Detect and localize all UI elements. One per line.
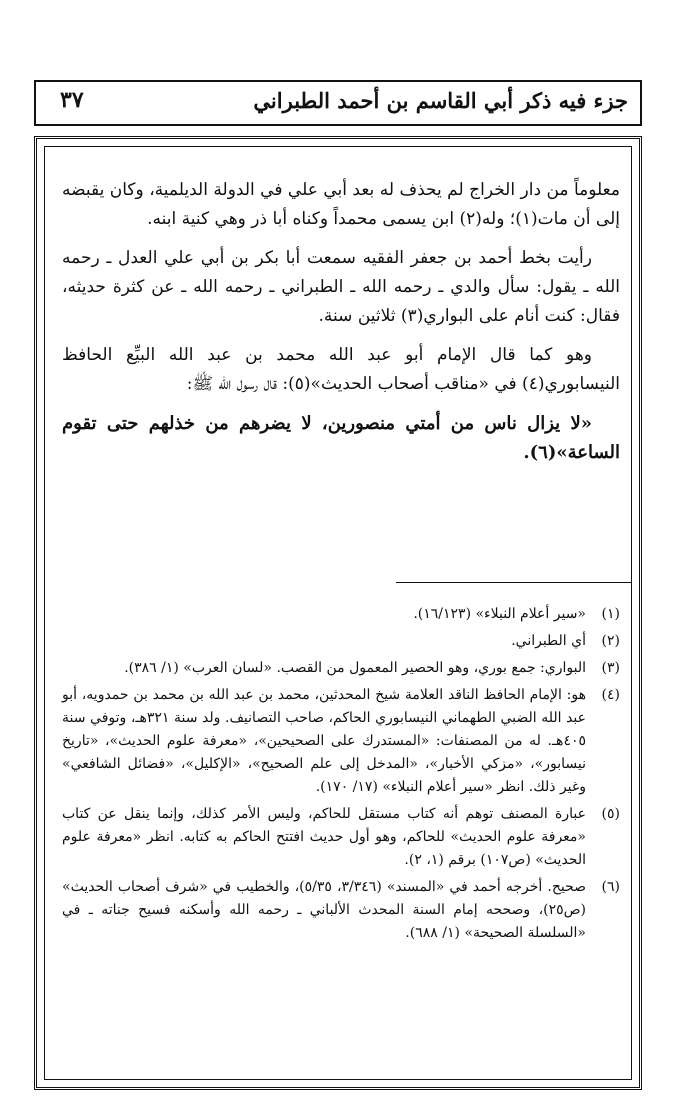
footnote [62, 630, 620, 653]
footnote-number: (١) [601, 606, 620, 622]
footnote [62, 684, 620, 799]
footnote-text: البواري: جمع بوري، وهو الحصير المعمول من القصب. «لسان العرب» (١/ ٣٨٦). [124, 660, 586, 676]
footnote-number: (٢) [601, 633, 620, 649]
page-number: ٣٧ [60, 87, 84, 113]
hadith-text: «لا يزال ناس من أمتي منصورين، لا يضرهم من خذلهم حتى تقوم الساعة»(٦). [62, 413, 620, 463]
footnote-number: (٤) [601, 687, 620, 703]
footnote-number: (٥) [601, 806, 620, 822]
footnote [62, 876, 620, 945]
footnote [62, 603, 620, 626]
paragraph-1: معلوماً من دار الخراج لم يحذف له بعد أبي علي في الدولة الديلمية، وكان يقبضه إلى أن مات(١)؛ وله(٢) ابن يسمى محمداً وكناه أبا ذر وهي كنية ابنه. [62, 180, 620, 229]
footnote-text: صحيح. أخرجه أحمد في «المسند» (٣/٣٤٦، ٥/٣٥)، والخطيب في «شرف أصحاب الحديث» (ص٢٥)، وصححه إمام السنة المحدث الألباني ـ رحمه الله وأسكنه فسيح جناته ـ في «السلسلة الصحيحة» (١/ ٦٨٨). [62, 879, 587, 941]
footnote [62, 657, 620, 680]
footnote [62, 803, 620, 872]
main-text [62, 176, 620, 477]
footnote-separator [396, 582, 632, 583]
footnote-text: «سير أعلام النبلاء» (١٦/١٢٣). [413, 606, 586, 622]
paragraph-2: رأيت بخط أحمد بن جعفر الفقيه سمعت أبا بكر بن أبي علي العدل ـ رحمه الله ـ يقول: سأل والدي ـ رحمه الله ـ الطبراني ـ رحمه الله ـ عن كثرة حديثه، فقال: كنت أنام على البواري(٣) ثلاثين سنة. [62, 248, 620, 326]
footnote-number: (٦) [601, 879, 620, 895]
footnote-text: عبارة المصنف توهم أنه كتاب مستقل للحاكم، وليس الأمر كذلك، وإنما ينقل عن كتاب «معرفة علوم الحديث» للحاكم، وهو أول حديث افتتح الحاكم به كتابه. انظر «معرفة علوم الحديث» (ص١٠٧) برقم (١، ٢). [62, 806, 586, 868]
footnote-text: أي الطبراني. [511, 633, 586, 649]
paragraph-3: وهو كما قال الإمام أبو عبد الله محمد بن عبد الله البيِّع الحافظ النيسابوري(٤) في «مناقب أصحاب الحديث»(٥): قال رسول الله ﷺ: [62, 345, 620, 394]
footnotes [62, 603, 620, 949]
running-header [34, 80, 642, 126]
header-title: جزء فيه ذكر أبي القاسم بن أحمد الطبراني [253, 88, 628, 113]
footnote-text: هو: الإمام الحافظ الناقد العلامة شيخ المحدثين، محمد بن عبد الله بن محمد بن حمدويه، أبو عبد الله الضبي الطهماني النيسابوري الحاكم، صاحب التصانيف. ولد سنة ٣٢١هـ، وتوفي سنة ٤٠٥هـ. له من المصنفات: «المستدرك على الصحيحين»، «معرفة علوم الحديث»، «تاريخ نيسابور»، «مزكي الأخبار»، «المدخل إلى علم الصحيح»، «الإكليل»، «فضائل الشافعي» وغير ذلك. انظر «سير أعلام النبلاء» (١٧/ ١٧٠). [62, 687, 586, 795]
footnote-number: (٣) [601, 660, 620, 676]
